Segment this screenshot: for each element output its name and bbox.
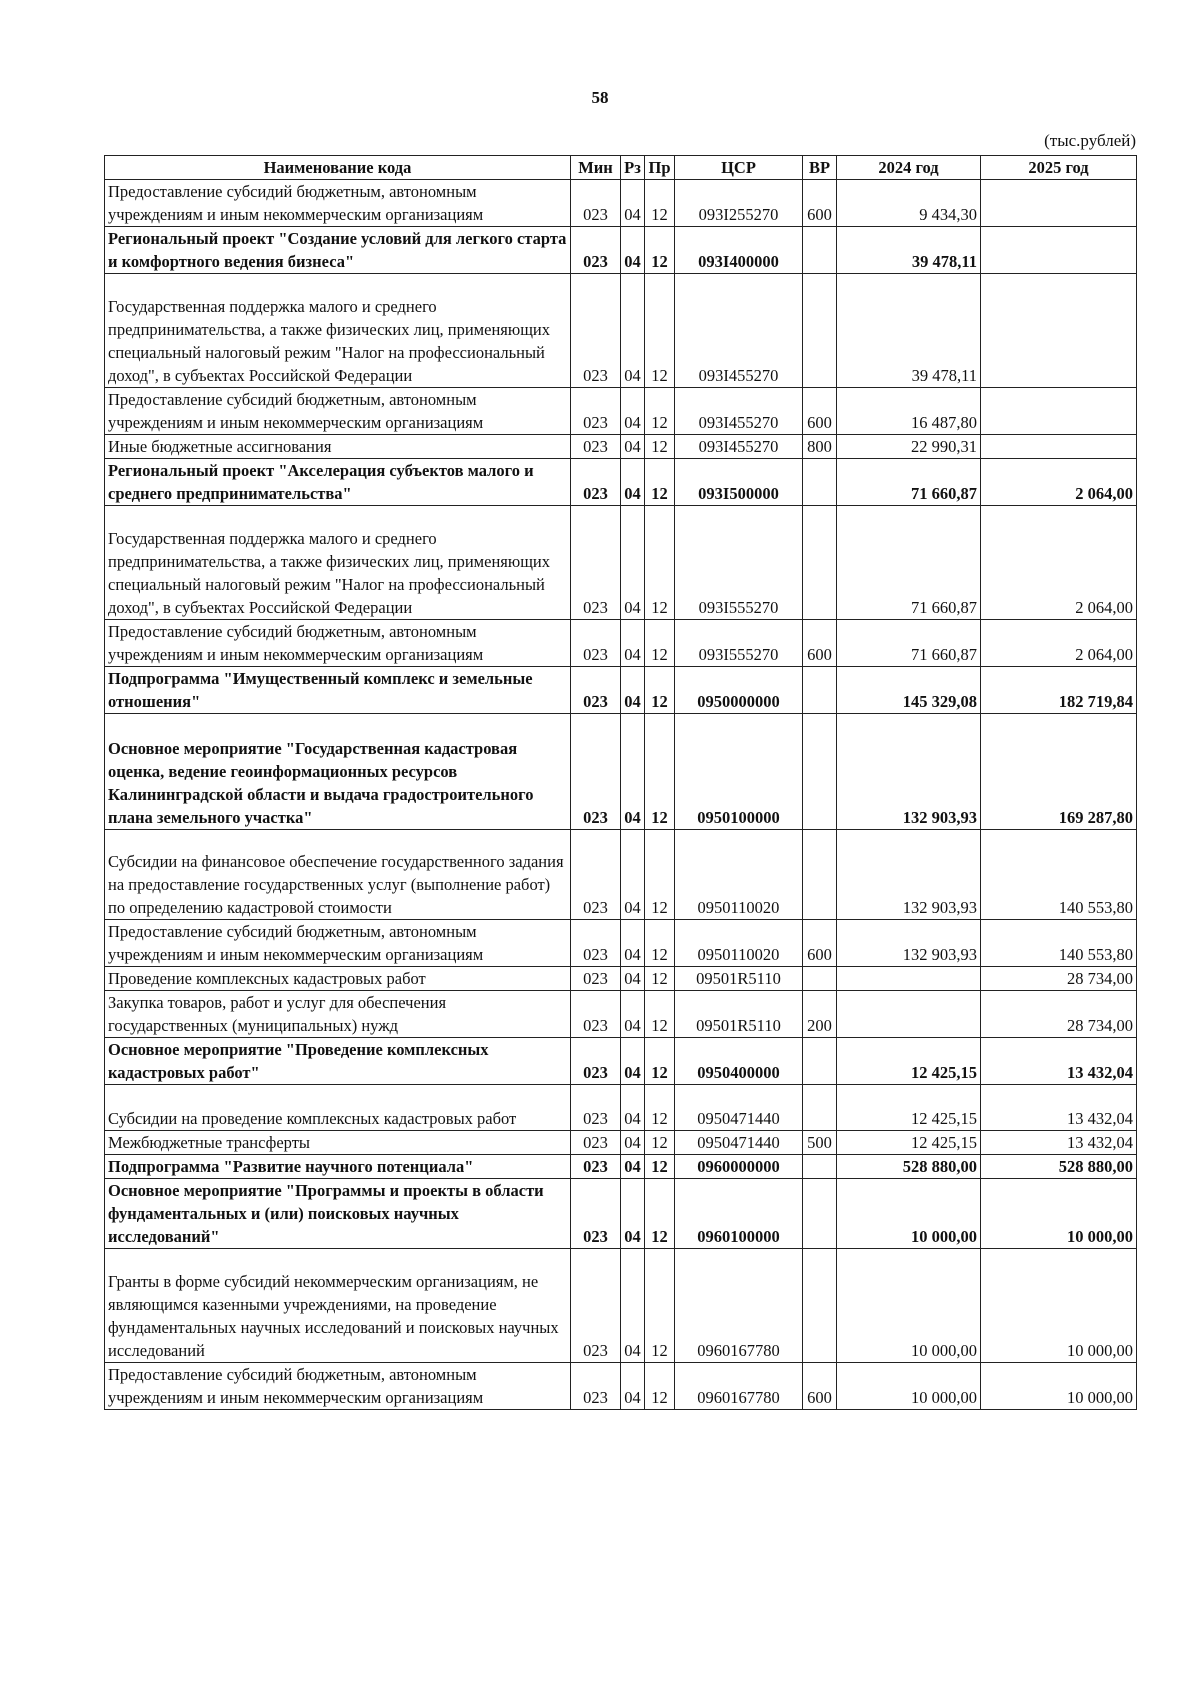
- cell-rz: 04: [621, 388, 645, 435]
- cell-2025: [981, 180, 1137, 227]
- cell-name: Предоставление субсидий бюджетным, автономным учреждениям и иным некоммерческим организациям: [105, 180, 571, 227]
- cell-name: Гранты в форме субсидий некоммерческим организациям, не являющимся казенными учреждениями, на проведение фундаментальных научных исследований и поисковых научных исследований: [105, 1249, 571, 1363]
- header-pr: Пр: [645, 156, 675, 180]
- cell-csr: 093I500000: [675, 459, 803, 506]
- cell-min: 023: [571, 1155, 621, 1179]
- cell-rz: 04: [621, 830, 645, 920]
- cell-pr: 12: [645, 967, 675, 991]
- cell-pr: 12: [645, 991, 675, 1038]
- cell-min: 023: [571, 1249, 621, 1363]
- cell-name: Подпрограмма "Имущественный комплекс и земельные отношения": [105, 667, 571, 714]
- cell-rz: 04: [621, 1363, 645, 1410]
- cell-name: Субсидии на проведение комплексных кадастровых работ: [105, 1085, 571, 1131]
- cell-rz: 04: [621, 967, 645, 991]
- table-row: [105, 227, 1137, 274]
- cell-rz: 04: [621, 920, 645, 967]
- cell-vr: [803, 1179, 837, 1249]
- cell-vr: 600: [803, 920, 837, 967]
- cell-name: Региональный проект "Создание условий для легкого старта и комфортного ведения бизнеса": [105, 227, 571, 274]
- page-number: 58: [591, 88, 609, 107]
- cell-rz: 04: [621, 1179, 645, 1249]
- cell-rz: 04: [621, 1085, 645, 1131]
- cell-csr: 0960000000: [675, 1155, 803, 1179]
- cell-rz: 04: [621, 667, 645, 714]
- table-row: [105, 667, 1137, 714]
- cell-min: 023: [571, 714, 621, 830]
- cell-vr: [803, 1038, 837, 1085]
- cell-2025: 2 064,00: [981, 459, 1137, 506]
- cell-csr: 0960167780: [675, 1249, 803, 1363]
- cell-min: 023: [571, 388, 621, 435]
- cell-rz: 04: [621, 1249, 645, 1363]
- cell-pr: 12: [645, 1179, 675, 1249]
- header-csr: ЦСР: [675, 156, 803, 180]
- cell-2024: 9 434,30: [837, 180, 981, 227]
- cell-name: Подпрограмма "Развитие научного потенциала": [105, 1155, 571, 1179]
- cell-rz: 04: [621, 991, 645, 1038]
- cell-csr: 093I255270: [675, 180, 803, 227]
- cell-min: 023: [571, 620, 621, 667]
- cell-2025: 2 064,00: [981, 506, 1137, 620]
- cell-2024: 22 990,31: [837, 435, 981, 459]
- cell-rz: 04: [621, 180, 645, 227]
- cell-rz: 04: [621, 274, 645, 388]
- table-row: [105, 1179, 1137, 1249]
- table-row: [105, 180, 1137, 227]
- cell-vr: 600: [803, 620, 837, 667]
- cell-rz: 04: [621, 459, 645, 506]
- cell-vr: [803, 1085, 837, 1131]
- cell-vr: 800: [803, 435, 837, 459]
- cell-vr: [803, 830, 837, 920]
- cell-2024: 12 425,15: [837, 1038, 981, 1085]
- cell-2024: 132 903,93: [837, 830, 981, 920]
- cell-pr: 12: [645, 435, 675, 459]
- table-row: [105, 967, 1137, 991]
- cell-vr: 600: [803, 180, 837, 227]
- cell-csr: 09501R5110: [675, 967, 803, 991]
- cell-vr: [803, 667, 837, 714]
- cell-pr: 12: [645, 1085, 675, 1131]
- cell-rz: 04: [621, 1038, 645, 1085]
- cell-csr: 0950400000: [675, 1038, 803, 1085]
- cell-2025: 13 432,04: [981, 1085, 1137, 1131]
- cell-name: Предоставление субсидий бюджетным, автономным учреждениям и иным некоммерческим организациям: [105, 388, 571, 435]
- cell-2025: 140 553,80: [981, 830, 1137, 920]
- cell-csr: 0950000000: [675, 667, 803, 714]
- cell-2024: 528 880,00: [837, 1155, 981, 1179]
- cell-csr: 09501R5110: [675, 991, 803, 1038]
- cell-csr: 093I555270: [675, 506, 803, 620]
- table-row: [105, 435, 1137, 459]
- table-body: [105, 180, 1137, 1410]
- cell-name: Закупка товаров, работ и услуг для обеспечения государственных (муниципальных) нужд: [105, 991, 571, 1038]
- cell-2025: 140 553,80: [981, 920, 1137, 967]
- cell-pr: 12: [645, 1038, 675, 1085]
- cell-pr: 12: [645, 1249, 675, 1363]
- cell-rz: 04: [621, 1155, 645, 1179]
- cell-min: 023: [571, 920, 621, 967]
- table-row: [105, 1038, 1137, 1085]
- cell-min: 023: [571, 1038, 621, 1085]
- table-row: [105, 388, 1137, 435]
- cell-min: 023: [571, 991, 621, 1038]
- cell-2025: [981, 388, 1137, 435]
- cell-csr: 0950100000: [675, 714, 803, 830]
- cell-2024: 10 000,00: [837, 1249, 981, 1363]
- cell-min: 023: [571, 1179, 621, 1249]
- cell-pr: 12: [645, 506, 675, 620]
- budget-table: [104, 155, 1137, 1410]
- cell-rz: 04: [621, 435, 645, 459]
- cell-min: 023: [571, 274, 621, 388]
- cell-2024: 16 487,80: [837, 388, 981, 435]
- cell-name: Межбюджетные трансферты: [105, 1131, 571, 1155]
- cell-pr: 12: [645, 714, 675, 830]
- cell-vr: 200: [803, 991, 837, 1038]
- cell-vr: [803, 714, 837, 830]
- cell-name: Основное мероприятие "Государственная кадастровая оценка, ведение геоинформационных ресурсов Калининградской области и выдача градостроительного плана земельного участка": [105, 714, 571, 830]
- cell-csr: 093I555270: [675, 620, 803, 667]
- cell-pr: 12: [645, 667, 675, 714]
- cell-vr: [803, 967, 837, 991]
- cell-2025: 182 719,84: [981, 667, 1137, 714]
- cell-rz: 04: [621, 506, 645, 620]
- cell-name: Предоставление субсидий бюджетным, автономным учреждениям и иным некоммерческим организациям: [105, 1363, 571, 1410]
- cell-name: Государственная поддержка малого и среднего предпринимательства, а также физических лиц, применяющих специальный налоговый режим "Налог на профессиональный доход", в субъектах Российской Федерации: [105, 274, 571, 388]
- cell-pr: 12: [645, 388, 675, 435]
- table-header-row: [105, 156, 1137, 180]
- cell-2025: 528 880,00: [981, 1155, 1137, 1179]
- cell-min: 023: [571, 180, 621, 227]
- cell-vr: [803, 1249, 837, 1363]
- cell-name: Предоставление субсидий бюджетным, автономным учреждениям и иным некоммерческим организациям: [105, 920, 571, 967]
- cell-vr: 500: [803, 1131, 837, 1155]
- cell-pr: 12: [645, 180, 675, 227]
- cell-min: 023: [571, 1131, 621, 1155]
- cell-rz: 04: [621, 227, 645, 274]
- header-2024: 2024 год: [837, 156, 981, 180]
- cell-rz: 04: [621, 1131, 645, 1155]
- cell-min: 023: [571, 830, 621, 920]
- table-row: [105, 274, 1137, 388]
- cell-pr: 12: [645, 459, 675, 506]
- cell-pr: 12: [645, 274, 675, 388]
- cell-pr: 12: [645, 620, 675, 667]
- cell-pr: 12: [645, 227, 675, 274]
- cell-2024: 132 903,93: [837, 920, 981, 967]
- cell-2025: [981, 435, 1137, 459]
- cell-csr: 0950110020: [675, 920, 803, 967]
- cell-min: 023: [571, 506, 621, 620]
- cell-2025: 28 734,00: [981, 991, 1137, 1038]
- cell-pr: 12: [645, 920, 675, 967]
- header-name: Наименование кода: [105, 156, 571, 180]
- cell-2024: 71 660,87: [837, 620, 981, 667]
- table-row: [105, 459, 1137, 506]
- cell-csr: 093I400000: [675, 227, 803, 274]
- cell-2024: 71 660,87: [837, 506, 981, 620]
- cell-vr: [803, 274, 837, 388]
- cell-min: 023: [571, 967, 621, 991]
- cell-csr: 0950110020: [675, 830, 803, 920]
- cell-name: Основное мероприятие "Проведение комплексных кадастровых работ": [105, 1038, 571, 1085]
- table-row: [105, 714, 1137, 830]
- cell-csr: 093I455270: [675, 274, 803, 388]
- cell-2024: 10 000,00: [837, 1363, 981, 1410]
- cell-name: Проведение комплексных кадастровых работ: [105, 967, 571, 991]
- cell-csr: 0960100000: [675, 1179, 803, 1249]
- cell-2024: 12 425,15: [837, 1085, 981, 1131]
- cell-vr: 600: [803, 388, 837, 435]
- cell-2024: [837, 967, 981, 991]
- cell-2025: 2 064,00: [981, 620, 1137, 667]
- cell-pr: 12: [645, 1155, 675, 1179]
- cell-2024: [837, 991, 981, 1038]
- cell-min: 023: [571, 459, 621, 506]
- cell-2025: 13 432,04: [981, 1038, 1137, 1085]
- cell-vr: [803, 1155, 837, 1179]
- cell-vr: [803, 459, 837, 506]
- cell-min: 023: [571, 227, 621, 274]
- cell-2025: 10 000,00: [981, 1363, 1137, 1410]
- table-row: [105, 830, 1137, 920]
- units-label: (тыс.рублей): [1044, 131, 1136, 150]
- table-row: [105, 1249, 1137, 1363]
- cell-pr: 12: [645, 830, 675, 920]
- cell-2024: 12 425,15: [837, 1131, 981, 1155]
- table-row: [105, 1131, 1137, 1155]
- cell-2025: 28 734,00: [981, 967, 1137, 991]
- table-row: [105, 620, 1137, 667]
- cell-pr: 12: [645, 1131, 675, 1155]
- cell-2024: 39 478,11: [837, 274, 981, 388]
- cell-csr: 093I455270: [675, 435, 803, 459]
- cell-csr: 093I455270: [675, 388, 803, 435]
- cell-name: Иные бюджетные ассигнования: [105, 435, 571, 459]
- table-row: [105, 506, 1137, 620]
- cell-min: 023: [571, 1363, 621, 1410]
- cell-rz: 04: [621, 620, 645, 667]
- cell-2024: 71 660,87: [837, 459, 981, 506]
- header-vr: ВР: [803, 156, 837, 180]
- cell-name: Государственная поддержка малого и среднего предпринимательства, а также физических лиц, применяющих специальный налоговый режим "Налог на профессиональный доход", в субъектах Российской Федерации: [105, 506, 571, 620]
- cell-csr: 0960167780: [675, 1363, 803, 1410]
- cell-name: Основное мероприятие "Программы и проекты в области фундаментальных и (или) поисковых научных исследований": [105, 1179, 571, 1249]
- cell-name: Субсидии на финансовое обеспечение государственного задания на предоставление государственных услуг (выполнение работ) по определению кадастровой стоимости: [105, 830, 571, 920]
- cell-rz: 04: [621, 714, 645, 830]
- header-min: Мин: [571, 156, 621, 180]
- cell-csr: 0950471440: [675, 1085, 803, 1131]
- cell-min: 023: [571, 1085, 621, 1131]
- header-rz: Рз: [621, 156, 645, 180]
- cell-2025: [981, 274, 1137, 388]
- cell-min: 023: [571, 667, 621, 714]
- header-2025: 2025 год: [981, 156, 1137, 180]
- cell-2025: 169 287,80: [981, 714, 1137, 830]
- cell-vr: [803, 227, 837, 274]
- table-row: [105, 920, 1137, 967]
- cell-2024: 39 478,11: [837, 227, 981, 274]
- cell-name: Предоставление субсидий бюджетным, автономным учреждениям и иным некоммерческим организациям: [105, 620, 571, 667]
- cell-min: 023: [571, 435, 621, 459]
- cell-2024: 145 329,08: [837, 667, 981, 714]
- cell-2024: 10 000,00: [837, 1179, 981, 1249]
- table-row: [105, 991, 1137, 1038]
- cell-2025: [981, 227, 1137, 274]
- cell-2025: 10 000,00: [981, 1179, 1137, 1249]
- cell-name: Региональный проект "Акселерация субъектов малого и среднего предпринимательства": [105, 459, 571, 506]
- cell-2024: 132 903,93: [837, 714, 981, 830]
- cell-pr: 12: [645, 1363, 675, 1410]
- cell-vr: [803, 506, 837, 620]
- table-row: [105, 1363, 1137, 1410]
- cell-2025: 13 432,04: [981, 1131, 1137, 1155]
- cell-vr: 600: [803, 1363, 837, 1410]
- cell-csr: 0950471440: [675, 1131, 803, 1155]
- cell-2025: 10 000,00: [981, 1249, 1137, 1363]
- table-row: [105, 1085, 1137, 1131]
- table-row: [105, 1155, 1137, 1179]
